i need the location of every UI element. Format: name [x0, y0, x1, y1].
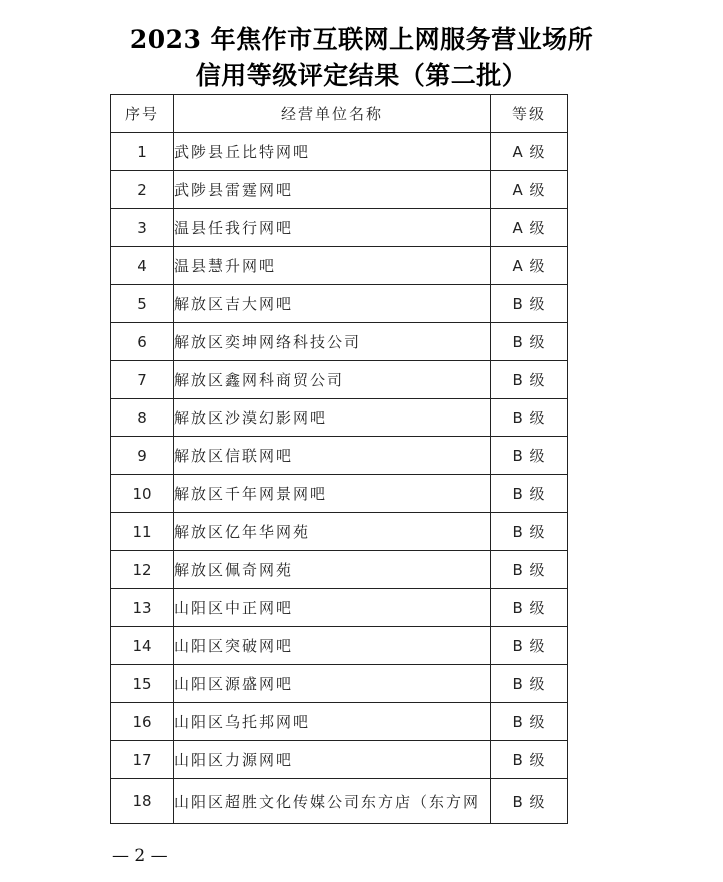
table-row — [111, 209, 568, 247]
row-index: 10 — [111, 475, 174, 513]
row-index: 3 — [111, 209, 174, 247]
row-business-name: 解放区佩奇网苑 — [174, 551, 491, 589]
row-grade: B 级 — [491, 513, 568, 551]
table-row — [111, 475, 568, 513]
row-index: 1 — [111, 133, 174, 171]
table-row — [111, 361, 568, 399]
row-business-name: 解放区千年网景网吧 — [174, 475, 491, 513]
table-row — [111, 171, 568, 209]
row-index: 15 — [111, 665, 174, 703]
row-grade: B 级 — [491, 361, 568, 399]
row-business-name: 山阳区中正网吧 — [174, 589, 491, 627]
row-index: 11 — [111, 513, 174, 551]
row-index: 18 — [111, 779, 174, 824]
row-grade: B 级 — [491, 589, 568, 627]
row-business-name: 解放区鑫网科商贸公司 — [174, 361, 491, 399]
row-business-name: 解放区信联网吧 — [174, 437, 491, 475]
table-row — [111, 665, 568, 703]
row-index: 14 — [111, 627, 174, 665]
table-row — [111, 627, 568, 665]
table-row — [111, 399, 568, 437]
row-business-name: 山阳区突破网吧 — [174, 627, 491, 665]
table-row — [111, 551, 568, 589]
table-row — [111, 437, 568, 475]
header-index: 序号 — [111, 95, 174, 133]
table-row — [111, 513, 568, 551]
header-business-name: 经营单位名称 — [174, 95, 491, 133]
row-business-name: 解放区亿年华网苑 — [174, 513, 491, 551]
row-grade: A 级 — [491, 247, 568, 285]
table-row — [111, 703, 568, 741]
row-index: 6 — [111, 323, 174, 361]
table-header-row — [111, 95, 568, 133]
table-row — [111, 323, 568, 361]
row-grade: B 级 — [491, 703, 568, 741]
row-grade: A 级 — [491, 133, 568, 171]
row-grade: B 级 — [491, 285, 568, 323]
row-business-name: 解放区沙漠幻影网吧 — [174, 399, 491, 437]
row-business-name: 解放区吉大网吧 — [174, 285, 491, 323]
row-grade: B 级 — [491, 323, 568, 361]
row-index: 17 — [111, 741, 174, 779]
table-row — [111, 133, 568, 171]
row-business-name: 温县慧升网吧 — [174, 247, 491, 285]
row-index: 9 — [111, 437, 174, 475]
document-title-line-1: 2023 年焦作市互联网上网服务营业场所 — [129, 25, 594, 54]
row-business-name: 武陟县雷霆网吧 — [174, 171, 491, 209]
row-index: 16 — [111, 703, 174, 741]
table-row — [111, 247, 568, 285]
row-grade: B 级 — [491, 399, 568, 437]
row-grade: B 级 — [491, 665, 568, 703]
row-business-name: 山阳区超胜文化传媒公司东方店（东方网 — [174, 779, 491, 824]
credit-rating-table — [110, 94, 568, 824]
row-business-name: 山阳区力源网吧 — [174, 741, 491, 779]
row-index: 4 — [111, 247, 174, 285]
table-row — [111, 779, 568, 824]
row-index: 12 — [111, 551, 174, 589]
page-number: — 2 — — [112, 846, 168, 866]
row-business-name: 解放区奕坤网络科技公司 — [174, 323, 491, 361]
row-grade: B 级 — [491, 551, 568, 589]
row-business-name: 山阳区源盛网吧 — [174, 665, 491, 703]
document-title-line-2: 信用等级评定结果（第二批） — [195, 61, 528, 90]
row-grade: B 级 — [491, 475, 568, 513]
row-business-name: 山阳区乌托邦网吧 — [174, 703, 491, 741]
row-business-name: 温县任我行网吧 — [174, 209, 491, 247]
row-grade: A 级 — [491, 171, 568, 209]
row-index: 7 — [111, 361, 174, 399]
row-grade: B 级 — [491, 627, 568, 665]
row-business-name: 武陟县丘比特网吧 — [174, 133, 491, 171]
table-row — [111, 589, 568, 627]
row-index: 2 — [111, 171, 174, 209]
table-row — [111, 741, 568, 779]
row-index: 8 — [111, 399, 174, 437]
row-grade: B 级 — [491, 779, 568, 824]
row-grade: B 级 — [491, 437, 568, 475]
row-index: 13 — [111, 589, 174, 627]
row-grade: B 级 — [491, 741, 568, 779]
table-row — [111, 285, 568, 323]
row-grade: A 级 — [491, 209, 568, 247]
row-index: 5 — [111, 285, 174, 323]
header-grade: 等级 — [491, 95, 568, 133]
